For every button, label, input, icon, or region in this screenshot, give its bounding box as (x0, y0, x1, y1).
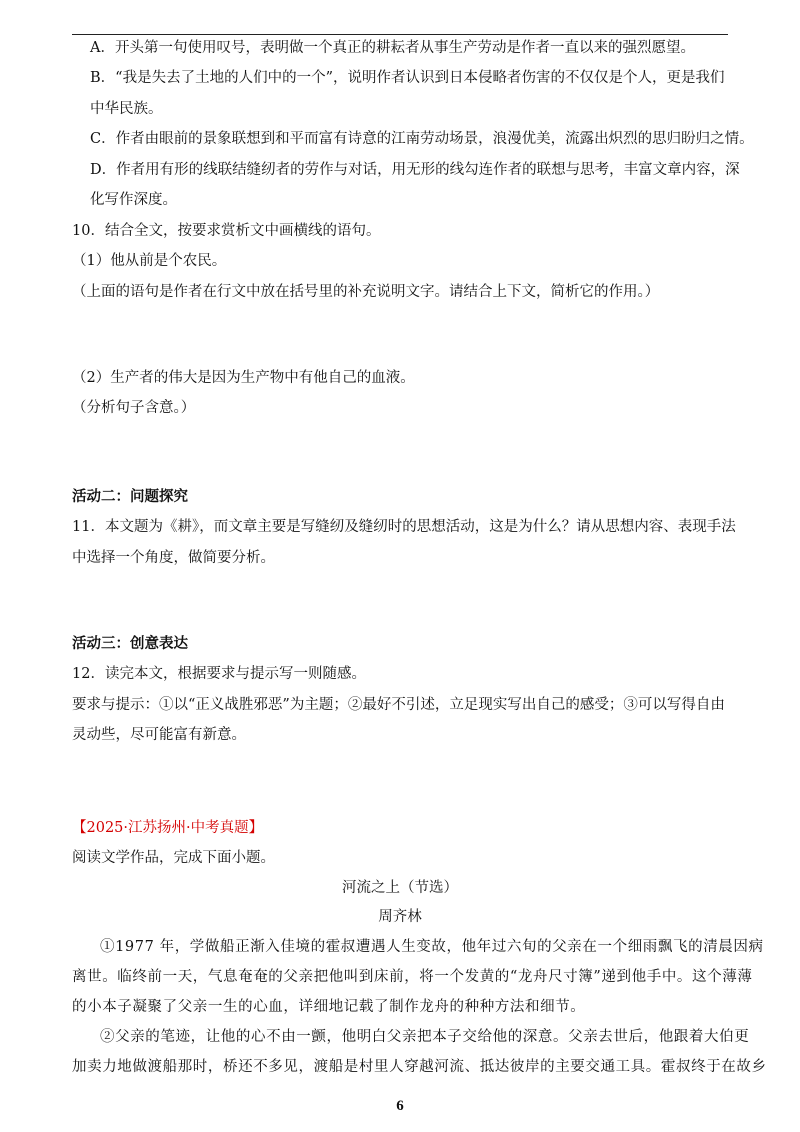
question-11-line1: 11．本文题为《耕》，而文章主要是写缝纫及缝纫时的思想活动，这是为什么？请从思想内容、表现手法 (72, 519, 736, 535)
option-b-line1: B．“我是失去了土地的人们中的一个”，说明作者认识到日本侵略者伤害的不仅仅是个人，更是我们 (90, 70, 725, 86)
passage-paragraph-2-line1: ②父亲的笔迹，让他的心不由一颤，他明白父亲把本子交给他的深意。父亲去世后，他跟着大伯更 (100, 1029, 750, 1045)
option-b-line2: 中华民族。 (90, 101, 163, 117)
passage-paragraph-1-line1: ①1977 年，学做船正渐入佳境的霍叔遭遇人生变故，他年过六旬的父亲在一个细雨飘飞的清晨因病 (100, 939, 764, 955)
activity-2-heading: 活动二：问题探究 (72, 488, 188, 505)
reading-instruction: 阅读文学作品，完成下面小题。 (72, 850, 275, 866)
question-12-requirements-line2: 灵动些，尽可能富有新意。 (72, 727, 246, 743)
activity-3-heading: 活动三：创意表达 (72, 635, 188, 652)
question-10-stem: 10．结合全文，按要求赏析文中画横线的语句。 (72, 223, 381, 239)
exam-source-tag: 【2025·江苏扬州·中考真题】 (72, 820, 264, 836)
header-rule (72, 34, 728, 35)
option-d-line1: D．作者用有形的线联结缝纫者的劳作与对话，用无形的线勾连作者的联想与思考，丰富文章内容，深 (90, 162, 740, 178)
passage-paragraph-1-line3: 的小本子凝聚了父亲一生的心血，详细地记载了制作龙舟的种种方法和细节。 (72, 999, 586, 1015)
question-12-stem: 12．读完本文，根据要求与提示写一则随感。 (72, 666, 366, 682)
passage-paragraph-2-line2: 加卖力地做渡船那时，桥还不多见，渡船是村里人穿越河流、抵达彼岸的主要交通工具。霍叔终于在故乡 (72, 1059, 767, 1075)
question-12-requirements-line1: 要求与提示：①以“正义战胜邪恶”为主题；②最好不引述，立足现实写出自己的感受；③可以写得自由 (72, 697, 725, 713)
question-10-part1-hint: （上面的语句是作者在行文中放在括号里的补充说明文字。请结合上下文，简析它的作用。） (72, 284, 660, 300)
passage-author: 周齐林 (378, 909, 422, 925)
question-10-part1: （1）他从前是个农民。 (72, 253, 227, 269)
question-11-line2: 中选择一个角度，做简要分析。 (72, 550, 275, 566)
page-number: 6 (396, 1098, 404, 1114)
question-10-part2: （2）生产者的伟大是因为生产物中有他自己的血液。 (72, 370, 415, 386)
passage-title: 河流之上（节选） (342, 880, 458, 896)
question-10-part2-hint: （分析句子含意。） (72, 400, 196, 416)
passage-paragraph-1-line2: 离世。临终前一天，气息奄奄的父亲把他叫到床前，将一个发黄的“龙舟尺寸簿”递到他手中。这个薄薄 (72, 969, 753, 985)
option-a: A．开头第一句使用叹号，表明做一个真正的耕耘者从事生产劳动是作者一直以来的强烈愿望。 (90, 40, 695, 56)
option-d-line2: 化写作深度。 (90, 192, 177, 208)
option-c: C．作者由眼前的景象联想到和平而富有诗意的江南劳动场景，浪漫优美，流露出炽烈的思归盼归之情。 (90, 131, 754, 147)
